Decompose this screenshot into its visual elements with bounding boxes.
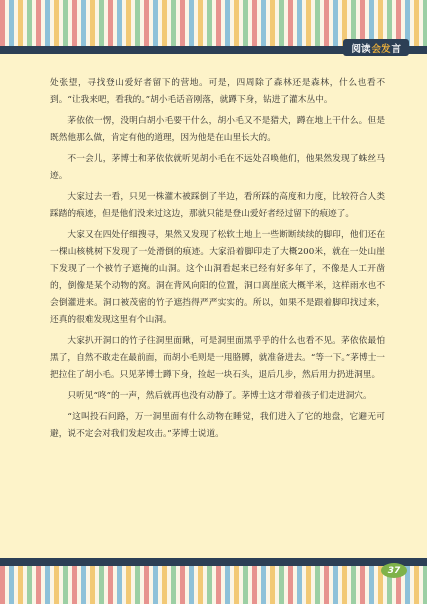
paragraph: 大家扒开洞口的竹子往洞里面瞅，可是洞里面黑乎乎的什么也看不见。茅依依最怕黑了，自然不敢走在最前面，而胡小毛则是一甩胳膊，就准备进去。“等一下。”茅博士一把拉住了胡小毛。只见茅博士蹲下身，捡起一块石头，退后几步，然后用力扔进洞里。: [50, 336, 385, 380]
paragraph: 只听见“咚”的一声，然后就再也没有动静了。茅博士这才带着孩子们走进洞穴。: [67, 391, 372, 401]
section-header-tab: [343, 39, 409, 56]
paragraph: 大家过去一看，只见一株灌木被踩倒了半边，看所踩的高度和力度，比较符合人类踩踏的痕迹，但是他们没来过这边，那就只能是登山爱好者经过留下的痕迹了。: [50, 192, 385, 219]
header-text-part3: 言: [391, 43, 401, 55]
header-text-part2: 会发: [371, 43, 391, 55]
bottom-stripe-decoration: [0, 566, 427, 604]
page-number-badge: 37: [381, 563, 407, 578]
paragraph: 处张望，寻找登山爱好者留下的营地。可是，四周除了森林还是森林，什么也看不到。“让我来吧，看我的。”胡小毛话音刚落，就蹲下身，钻进了灌木丛中。: [50, 78, 385, 105]
header-text-part1: 阅读: [351, 43, 371, 55]
paragraph: 大家又在四处仔细搜寻，果然又发现了松软土地上一些断断续续的脚印，他们还在一棵山核桃树下发现了一处滑倒的痕迹。大家沿着脚印走了大概200米，就在一处山崖下发现了一个被竹子遮掩的山洞。这个山洞看起来已经有好多年了，不像是人工开凿的，倒像是某个动物的窝。洞在背风向阳的位置，洞口离崖底大概半米，这样雨水也不会倒灌进来。洞口被茂密的竹子遮挡得严严实实的。所以，如果不是跟着脚印找过来，还真的很难发现这里有个山洞。: [50, 230, 385, 325]
paragraph: 不一会儿，茅博士和茅依依就听见胡小毛在不远处召唤他们，他果然发现了蛛丝马迹。: [50, 154, 385, 181]
bottom-band: [0, 558, 427, 566]
page-body: [50, 75, 385, 447]
paragraph: 茅依依一愣，没明白胡小毛要干什么，胡小毛又不是猎犬，蹲在地上干什么。但是既然他那么做，肯定有他的道理，因为他是在山里长大的。: [50, 116, 385, 143]
paragraph: “这叫投石问路，万一洞里面有什么动物在睡觉，我们进入了它的地盘，它避无可避，说不定会对我们发起攻击。”茅博士说道。: [50, 412, 385, 439]
